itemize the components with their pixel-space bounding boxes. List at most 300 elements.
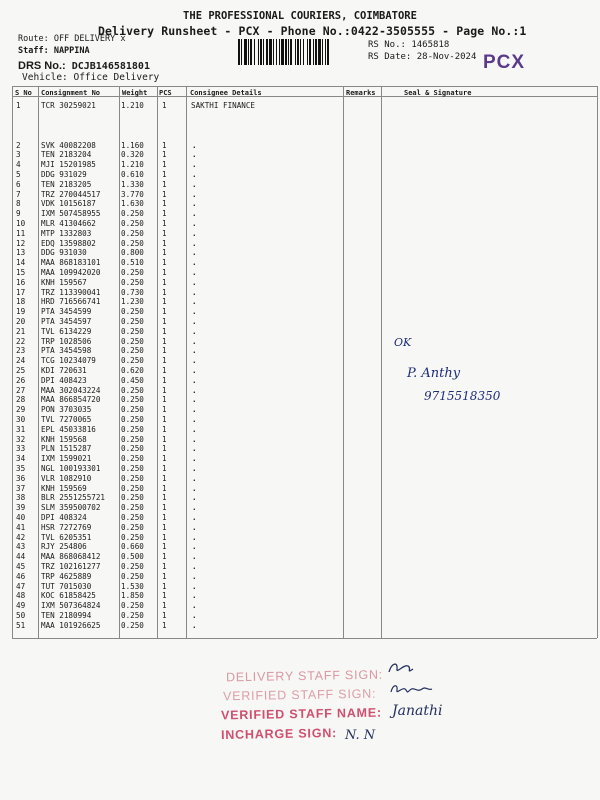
- table-row: [0, 297, 600, 307]
- cell-sno: 46: [16, 571, 26, 581]
- stamp-delivery-staff-sign: DELIVERY STAFF SIGN:: [225, 667, 384, 685]
- cell-consignee-marker: .: [192, 375, 197, 385]
- cell-consignment: HSR 7272769: [41, 522, 92, 532]
- rs-date: RS Date: 28-Nov-2024: [368, 52, 477, 62]
- cell-pcs: 1: [162, 336, 167, 346]
- cell-consignee-marker: .: [192, 454, 197, 464]
- cell-pcs: 1: [162, 258, 167, 268]
- cell-consignment: TRZ 113390041: [41, 287, 101, 297]
- cell-consignment: TEN 2180994: [41, 610, 92, 620]
- cell-pcs: 1: [162, 248, 167, 258]
- cell-consignment: PLN 1515287: [41, 444, 92, 454]
- handwritten-phone: 9715518350: [424, 389, 501, 403]
- cell-pcs: 1: [162, 512, 167, 522]
- cell-pcs: 1: [162, 218, 167, 228]
- table-row: [0, 190, 600, 200]
- cell-pcs: 1: [162, 581, 167, 591]
- cell-pcs: 1: [162, 238, 167, 248]
- cell-pcs: 1: [162, 101, 167, 110]
- table-top-border: [12, 86, 597, 87]
- cell-consignment: NGL 100193301: [41, 463, 101, 473]
- cell-consignee-marker: .: [192, 238, 197, 248]
- cell-consignee-marker: .: [192, 199, 197, 209]
- table-row: [0, 366, 600, 376]
- cell-pcs: 1: [162, 375, 167, 385]
- drs-number: [18, 60, 150, 72]
- cell-weight: 1.530: [121, 581, 144, 591]
- pcx-logo: PCX: [483, 52, 526, 73]
- cell-pcs: 1: [162, 424, 167, 434]
- cell-sno: 41: [16, 522, 26, 532]
- cell-weight: 0.250: [121, 316, 144, 326]
- rs-number: RS No.: 1465818: [368, 40, 450, 50]
- cell-sno: 51: [16, 620, 26, 630]
- stamp-verified-staff-sign: VERIFIED STAFF SIGN:: [222, 686, 377, 704]
- table-row: [0, 346, 600, 356]
- cell-consignment: BLR 2551255721: [41, 493, 106, 503]
- cell-consignee-marker: .: [192, 434, 197, 444]
- signature-scribble: [386, 660, 416, 676]
- table-row: [0, 288, 600, 298]
- table-row: [0, 572, 600, 582]
- cell-weight: 0.320: [121, 150, 144, 160]
- table-row: [0, 523, 600, 533]
- table-row: [0, 248, 600, 258]
- cell-consignee-marker: .: [192, 316, 197, 326]
- cell-consignment: MAA 109942020: [41, 267, 101, 277]
- cell-sno: 1: [16, 101, 21, 110]
- table-row: [0, 435, 600, 445]
- cell-weight: 0.250: [121, 267, 144, 277]
- cell-consignee-marker: .: [192, 267, 197, 277]
- cell-pcs: 1: [162, 346, 167, 356]
- cell-weight: 0.250: [121, 601, 144, 611]
- cell-consignee-marker: .: [192, 581, 197, 591]
- cell-consignee-marker: .: [192, 258, 197, 268]
- table-row: [0, 562, 600, 572]
- cell-consignment: PON 3703035: [41, 405, 92, 415]
- cell-pcs: 1: [162, 552, 167, 562]
- cell-sno: 4: [16, 160, 21, 170]
- cell-pcs: 1: [162, 532, 167, 542]
- table-row: [0, 101, 600, 111]
- cell-sno: 27: [16, 385, 26, 395]
- table-row: [0, 513, 600, 523]
- cell-sno: 45: [16, 561, 26, 571]
- handwritten-incharge-initials: N. N: [345, 728, 376, 743]
- cell-sno: 37: [16, 483, 26, 493]
- col-header-pcs: PCS: [159, 89, 172, 97]
- cell-consignment: HRD 716566741: [41, 297, 101, 307]
- cell-pcs: 1: [162, 150, 167, 160]
- cell-consignee-marker: .: [192, 493, 197, 503]
- cell-consignment: KNH 159567: [41, 277, 87, 287]
- cell-weight: 0.250: [121, 346, 144, 356]
- table-row: [0, 356, 600, 366]
- cell-consignment: MAA 868183101: [41, 258, 101, 268]
- table-row: [0, 582, 600, 592]
- cell-pcs: 1: [162, 199, 167, 209]
- cell-consignment: EPL 45033816: [41, 424, 96, 434]
- cell-consignee-marker: .: [192, 218, 197, 228]
- cell-weight: 0.250: [121, 444, 144, 454]
- cell-sno: 16: [16, 277, 26, 287]
- cell-sno: 28: [16, 395, 26, 405]
- cell-sno: 34: [16, 454, 26, 464]
- cell-consignee-marker: .: [192, 610, 197, 620]
- table-row: [0, 141, 600, 151]
- staff-text: Staff: NAPPINA: [18, 46, 90, 56]
- cell-pcs: 1: [162, 189, 167, 199]
- cell-pcs: 1: [162, 169, 167, 179]
- cell-consignment: MJI 15201985: [41, 160, 96, 170]
- vehicle-text: Vehicle: Office Delivery: [22, 72, 160, 83]
- cell-weight: 1.230: [121, 297, 144, 307]
- cell-sno: 36: [16, 473, 26, 483]
- cell-pcs: 1: [162, 326, 167, 336]
- cell-weight: 0.730: [121, 287, 144, 297]
- stamp-incharge-sign: INCHARGE SIGN:: [220, 725, 338, 743]
- cell-sno: 26: [16, 375, 26, 385]
- cell-weight: 0.250: [121, 561, 144, 571]
- cell-consignment: MAA 101926625: [41, 620, 101, 630]
- cell-weight: 0.250: [121, 434, 144, 444]
- cell-pcs: 1: [162, 297, 167, 307]
- table-row: [0, 268, 600, 278]
- table-row: [0, 258, 600, 268]
- cell-consignment: KOC 61858425: [41, 591, 96, 601]
- table-row: [0, 503, 600, 513]
- table-row: [0, 170, 600, 180]
- cell-sno: 6: [16, 179, 21, 189]
- cell-weight: 0.250: [121, 620, 144, 630]
- cell-pcs: 1: [162, 287, 167, 297]
- cell-consignment: TRZ 102161277: [41, 561, 101, 571]
- cell-sno: 33: [16, 444, 26, 454]
- cell-consignee-marker: .: [192, 160, 197, 170]
- table-row: [0, 415, 600, 425]
- cell-pcs: 1: [162, 601, 167, 611]
- cell-weight: 0.250: [121, 503, 144, 513]
- handwritten-signature: P. Anthy: [407, 366, 461, 381]
- cell-consignee-marker: .: [192, 385, 197, 395]
- table-row: [0, 376, 600, 386]
- cell-weight: 0.660: [121, 542, 144, 552]
- cell-pcs: 1: [162, 395, 167, 405]
- cell-consignment: IXM 1599021: [41, 454, 92, 464]
- table-row: [0, 464, 600, 474]
- cell-consignment: PTA 3454598: [41, 346, 92, 356]
- cell-consignment: MAA 868068412: [41, 552, 101, 562]
- table-row: [0, 219, 600, 229]
- cell-consignment: KNH 159569: [41, 483, 87, 493]
- cell-consignee-marker: .: [192, 365, 197, 375]
- cell-pcs: 1: [162, 267, 167, 277]
- cell-pcs: 1: [162, 179, 167, 189]
- cell-weight: 0.510: [121, 258, 144, 268]
- cell-consignee-marker: .: [192, 503, 197, 513]
- cell-pcs: 1: [162, 493, 167, 503]
- table-row: [0, 180, 600, 190]
- cell-sno: 14: [16, 258, 26, 268]
- cell-pcs: 1: [162, 503, 167, 513]
- cell-weight: 0.250: [121, 473, 144, 483]
- cell-pcs: 1: [162, 561, 167, 571]
- drs-label: DRS No.:: [18, 60, 66, 72]
- cell-pcs: 1: [162, 591, 167, 601]
- cell-weight: 0.250: [121, 512, 144, 522]
- table-row: [0, 493, 600, 503]
- table-row: [0, 552, 600, 562]
- cell-consignment: MLR 41304662: [41, 218, 96, 228]
- table-row: [0, 484, 600, 494]
- cell-sno: 48: [16, 591, 26, 601]
- cell-consignee-marker: .: [192, 542, 197, 552]
- cell-weight: 1.630: [121, 199, 144, 209]
- cell-pcs: 1: [162, 542, 167, 552]
- cell-consignee-marker: .: [192, 620, 197, 630]
- cell-consignment: TCG 10234079: [41, 356, 96, 366]
- cell-consignment: TCR 30259021: [41, 101, 96, 110]
- cell-consignee-marker: .: [192, 346, 197, 356]
- route-text: Route: OFF DELIVERY x: [18, 34, 126, 44]
- cell-sno: 25: [16, 365, 26, 375]
- cell-consignee-marker: .: [192, 571, 197, 581]
- cell-pcs: 1: [162, 385, 167, 395]
- cell-consignee-marker: .: [192, 512, 197, 522]
- cell-consignee-marker: .: [192, 591, 197, 601]
- cell-weight: 0.250: [121, 356, 144, 366]
- cell-consignment: SVK 40082208: [41, 140, 96, 150]
- handwritten-ok: OK: [394, 336, 412, 349]
- cell-sno: 30: [16, 414, 26, 424]
- cell-consignment: DPI 408324: [41, 512, 87, 522]
- cell-sno: 7: [16, 189, 21, 199]
- table-row: [0, 150, 600, 160]
- cell-sno: 44: [16, 552, 26, 562]
- col-header-seal: Seal & Signature: [404, 89, 472, 97]
- cell-pcs: 1: [162, 620, 167, 630]
- table-row: [0, 160, 600, 170]
- cell-consignment: MAA 302043224: [41, 385, 101, 395]
- table-row: [0, 307, 600, 317]
- cell-sno: 11: [16, 228, 26, 238]
- cell-weight: 0.250: [121, 277, 144, 287]
- cell-weight: 0.500: [121, 552, 144, 562]
- cell-consignee-marker: .: [192, 179, 197, 189]
- table-row: [0, 474, 600, 484]
- cell-weight: 0.610: [121, 169, 144, 179]
- cell-weight: 0.250: [121, 483, 144, 493]
- cell-consignee-marker: .: [192, 444, 197, 454]
- table-row: [0, 454, 600, 464]
- cell-sno: 18: [16, 297, 26, 307]
- cell-consignee-marker: .: [192, 424, 197, 434]
- table-row: [0, 601, 600, 611]
- col-header-weight: Weight: [122, 89, 148, 97]
- cell-pcs: 1: [162, 277, 167, 287]
- cell-weight: 1.160: [121, 140, 144, 150]
- cell-sno: 12: [16, 238, 26, 248]
- runsheet-title: Delivery Runsheet - PCX - Phone No.:0422-3505555 - Page No.:1: [98, 24, 527, 38]
- cell-sno: 38: [16, 493, 26, 503]
- cell-consignee-marker: .: [192, 248, 197, 258]
- cell-pcs: 1: [162, 160, 167, 170]
- cell-pcs: 1: [162, 522, 167, 532]
- cell-consignment: DPI 408423: [41, 375, 87, 385]
- cell-weight: 0.250: [121, 326, 144, 336]
- cell-consignee-marker: .: [192, 228, 197, 238]
- cell-consignee-marker: .: [192, 483, 197, 493]
- cell-sno: 29: [16, 405, 26, 415]
- cell-sno: 21: [16, 326, 26, 336]
- cell-sno: 22: [16, 336, 26, 346]
- cell-sno: 8: [16, 199, 21, 209]
- cell-consignment: PTA 3454599: [41, 307, 92, 317]
- table-row: [0, 229, 600, 239]
- cell-consignment: TRZ 270044517: [41, 189, 101, 199]
- cell-consignment: DDG 931029: [41, 169, 87, 179]
- cell-weight: 3.770: [121, 189, 144, 199]
- table-row: [0, 621, 600, 631]
- cell-sno: 3: [16, 150, 21, 160]
- cell-sno: 19: [16, 307, 26, 317]
- cell-consignment: KDI 720631: [41, 365, 87, 375]
- cell-weight: 0.250: [121, 532, 144, 542]
- cell-sno: 10: [16, 218, 26, 228]
- cell-sno: 15: [16, 267, 26, 277]
- cell-sno: 39: [16, 503, 26, 513]
- cell-pcs: 1: [162, 434, 167, 444]
- cell-consignment: DDG 931030: [41, 248, 87, 258]
- cell-weight: 0.450: [121, 375, 144, 385]
- table-row: [0, 395, 600, 405]
- cell-consignment: TUT 7015030: [41, 581, 92, 591]
- cell-consignment: IXM 507458955: [41, 209, 101, 219]
- cell-pcs: 1: [162, 228, 167, 238]
- company-name: THE PROFESSIONAL COURIERS, COIMBATORE: [183, 10, 417, 22]
- cell-sno: 23: [16, 346, 26, 356]
- cell-weight: 0.250: [121, 610, 144, 620]
- col-header-consignee: Consignee Details: [190, 89, 262, 97]
- cell-consignment: TEN 2183205: [41, 179, 92, 189]
- cell-consignment: PTA 3454597: [41, 316, 92, 326]
- table-row: [0, 199, 600, 209]
- cell-consignment: MAA 866854720: [41, 395, 101, 405]
- cell-consignee-marker: .: [192, 277, 197, 287]
- cell-sno: 43: [16, 542, 26, 552]
- cell-consignee-marker: .: [192, 532, 197, 542]
- col-header-remarks: Remarks: [346, 89, 376, 97]
- handwritten-staff-name: Janathi: [392, 703, 443, 719]
- table-row: [0, 542, 600, 552]
- cell-pcs: 1: [162, 356, 167, 366]
- cell-consignment: MTP 1332803: [41, 228, 92, 238]
- cell-pcs: 1: [162, 454, 167, 464]
- cell-pcs: 1: [162, 307, 167, 317]
- cell-pcs: 1: [162, 463, 167, 473]
- cell-consignee-marker: .: [192, 552, 197, 562]
- table-row: [0, 278, 600, 288]
- table-row: [0, 425, 600, 435]
- cell-weight: 0.800: [121, 248, 144, 258]
- cell-consignee-marker: .: [192, 307, 197, 317]
- cell-weight: 0.250: [121, 209, 144, 219]
- cell-consignment: EDQ 13598802: [41, 238, 96, 248]
- cell-consignment: VLR 1082910: [41, 473, 92, 483]
- cell-consignee-marker: .: [192, 209, 197, 219]
- table-row: [0, 611, 600, 621]
- cell-consignment: IXM 507364824: [41, 601, 101, 611]
- cell-weight: 0.250: [121, 228, 144, 238]
- cell-sno: 5: [16, 169, 21, 179]
- cell-weight: 0.250: [121, 424, 144, 434]
- cell-consignment: TRP 4625889: [41, 571, 92, 581]
- cell-weight: 0.250: [121, 463, 144, 473]
- cell-consignee-marker: .: [192, 395, 197, 405]
- cell-consignment: TRP 1028506: [41, 336, 92, 346]
- cell-consignee-marker: .: [192, 522, 197, 532]
- cell-weight: 0.250: [121, 385, 144, 395]
- cell-consignee-marker: .: [192, 287, 197, 297]
- cell-consignee-marker: .: [192, 189, 197, 199]
- cell-weight: 0.250: [121, 307, 144, 317]
- cell-sno: 40: [16, 512, 26, 522]
- table-row: [0, 239, 600, 249]
- cell-pcs: 1: [162, 444, 167, 454]
- cell-weight: 0.250: [121, 414, 144, 424]
- cell-pcs: 1: [162, 209, 167, 219]
- cell-pcs: 1: [162, 140, 167, 150]
- table-row: [0, 386, 600, 396]
- cell-weight: 1.330: [121, 179, 144, 189]
- cell-weight: 0.250: [121, 454, 144, 464]
- stamp-verified-staff-name: VERIFIED STAFF NAME:: [220, 705, 383, 723]
- cell-weight: 1.210: [121, 160, 144, 170]
- cell-consignee-marker: .: [192, 356, 197, 366]
- cell-sno: 49: [16, 601, 26, 611]
- cell-pcs: 1: [162, 473, 167, 483]
- cell-weight: 0.250: [121, 493, 144, 503]
- cell-pcs: 1: [162, 414, 167, 424]
- cell-weight: 0.250: [121, 238, 144, 248]
- cell-consignee-marker: .: [192, 463, 197, 473]
- cell-consignee-marker: .: [192, 473, 197, 483]
- cell-consignment: KNH 159568: [41, 434, 87, 444]
- cell-weight: 0.250: [121, 405, 144, 415]
- table-row: [0, 591, 600, 601]
- cell-weight: 1.210: [121, 101, 144, 110]
- cell-sno: 9: [16, 209, 21, 219]
- table-row: [0, 533, 600, 543]
- cell-weight: 0.620: [121, 365, 144, 375]
- cell-sno: 50: [16, 610, 26, 620]
- cell-consignee-marker: .: [192, 150, 197, 160]
- cell-consignee-marker: .: [192, 336, 197, 346]
- verified-signature-scribble: [388, 681, 434, 697]
- cell-weight: 0.250: [121, 395, 144, 405]
- cell-weight: 0.250: [121, 336, 144, 346]
- cell-weight: 0.250: [121, 218, 144, 228]
- table-row: [0, 405, 600, 415]
- cell-sno: 31: [16, 424, 26, 434]
- cell-consignee-marker: .: [192, 561, 197, 571]
- cell-pcs: 1: [162, 610, 167, 620]
- col-header-sno: S No: [15, 89, 32, 97]
- table-row: [0, 317, 600, 327]
- table-row: [0, 209, 600, 219]
- cell-consignee-marker: .: [192, 140, 197, 150]
